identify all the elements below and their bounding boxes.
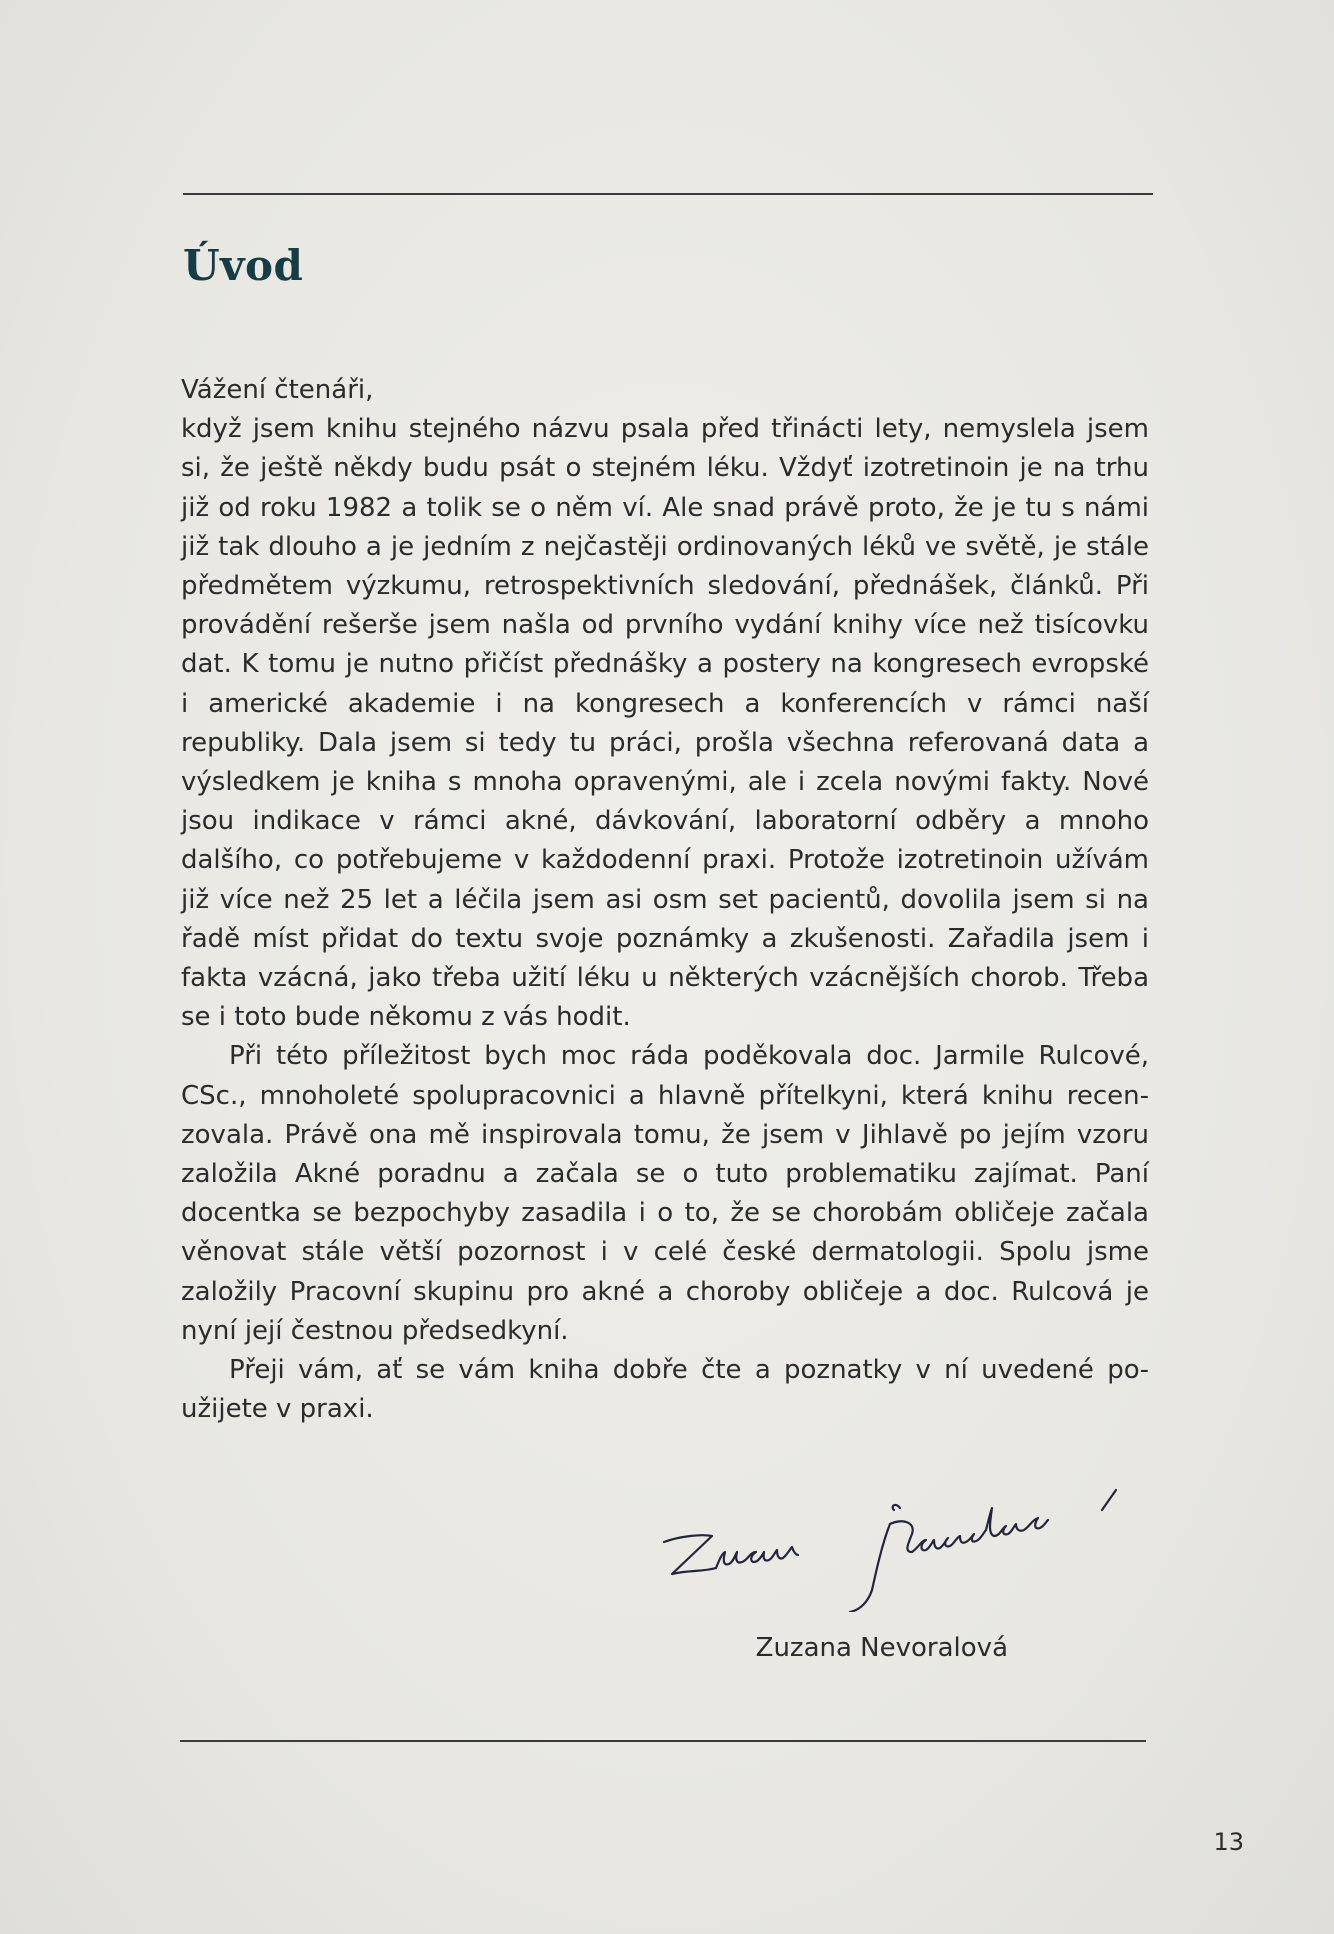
- author-name: Zuzana Nevoralová: [755, 1633, 1008, 1663]
- body-text: [181, 371, 1149, 1429]
- bottom-divider: [180, 1740, 1146, 1742]
- paragraph-1: když jsem knihu stejného názvu psala před třinácti lety, nemyslela jsem si, že ještě někdy budu psát o stejném léku. Vždyť izotretinoin je na trhu již od roku 1982 a tolik se o něm ví. Ale snad právě proto, že je tu s námi již tak dlouho a je jedním z nejčastěji ordinovaných léků ve světě, je stále předmětem výzkumu, retrospektivních sledování, přednášek, článků. Při provádění rešerše jsem našla od prvního vydání knihy více než tisícovku dat. K tomu je nutno přičíst přednášky a postery na kongresech evropské i americké akademie i na kongresech a konferencích v rámci naší republiky. Dala jsem si tedy tu práci, prošla všechna referovaná data a výsledkem je kniha s mnoha opravenými, ale i zcela novými fakty. Nové jsou indikace v rámci akné, dávkování, laboratorní odběry a mnoho dalšího, co potřebujeme v každodenní praxi. Protože izotretinoin užívám již více než 25 let a léčila jsem asi osm set pacientů, dovolila jsem si na řadě míst přidat do textu svoje poznámky a zkušenosti. Zařadila jsem i fakta vzácná, jako třeba užití léku u některých vzácnějších chorob. Třeba se i toto bude někomu z vás hodit.: [181, 414, 1149, 1033]
- salutation: Vážení čtenáři,: [181, 375, 374, 405]
- handwritten-signature: [650, 1482, 1130, 1612]
- paragraph-3: Přeji vám, ať se vám kniha dobře čte a poznatky v ní uvedené použijete v praxi.: [181, 1355, 1149, 1425]
- page-number: 13: [1213, 1828, 1244, 1856]
- page-title: Úvod: [183, 241, 304, 290]
- top-divider: [183, 193, 1153, 195]
- paragraph-2: Při této příležitost bych moc ráda poděkovala doc. Jarmile Rulcové, CSc., mnoholeté spolupracovnici a hlavně přítelkyni, která knihu recenzovala. Právě ona mě inspirovala tomu, že jsem v Jihlavě po jejím vzoru založila Akné poradnu a začala se o tuto problematiku zajímat. Paní docentka se bezpochyby zasadila i o to, že se chorobám obličeje začala věnovat stále větší pozornost i v celé české dermatologii. Spolu jsme založily Pracovní skupinu pro akné a choroby obličeje a doc. Rulcová je nyní její čestnou předsedkyní.: [181, 1041, 1149, 1346]
